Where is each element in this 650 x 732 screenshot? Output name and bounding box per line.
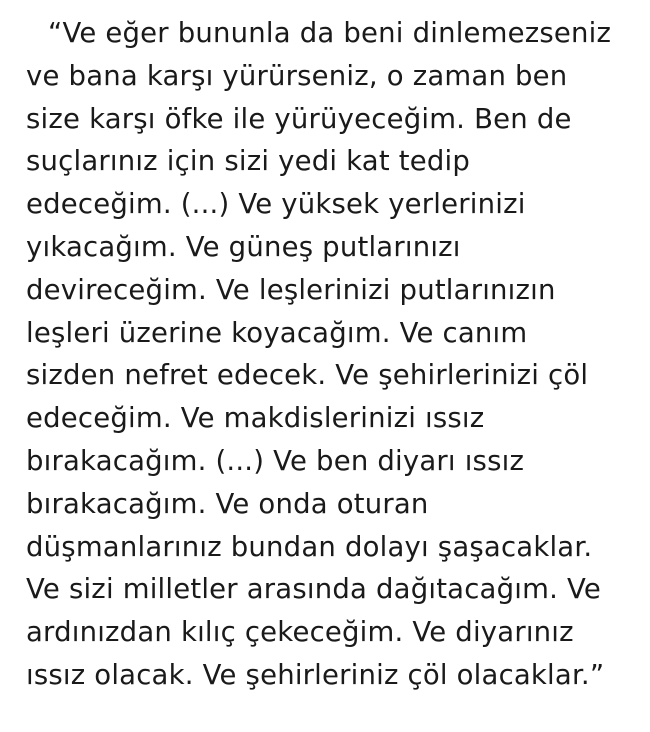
quote-line: devireceğim. Ve leşlerinizi putlarınızın [26,273,556,306]
quote-line: size karşı öfke ile yürüyeceğim. Ben de [26,102,572,135]
quote-line: sizden nefret edecek. Ve şehirlerinizi çöl [26,359,589,392]
quote-line: düşmanlarınız bundan dolayı şaşacaklar. [26,530,593,563]
quote-text-block [26,12,636,697]
quote-line: bırakacağım. (...) Ve ben diyarı ıssız [26,444,525,477]
quote-line: Ve sizi milletler arasında dağıtacağım. Ve [26,573,601,606]
quote-line: ıssız olacak. Ve şehirleriniz çöl olacaklar.” [26,658,605,691]
quote-line: leşleri üzerine koyacağım. Ve canım [26,316,528,349]
quote-line: edeceğim. (...) Ve yüksek yerlerinizi [26,188,526,221]
quote-line: ardınızdan kılıç çekeceğim. Ve diyarınız [26,616,574,649]
quote-line: ve bana karşı yürürseniz, o zaman ben [26,59,568,92]
quote-line: yıkacağım. Ve güneş putlarınızı [26,230,461,263]
quote-line: “Ve eğer bununla da beni dinlemezseniz [48,17,612,49]
quote-line: edeceğim. Ve makdislerinizi ıssız [26,402,485,435]
quote-line: suçlarınız için sizi yedi kat tedip [26,145,471,178]
quote-line: bırakacağım. Ve onda oturan [26,487,429,520]
